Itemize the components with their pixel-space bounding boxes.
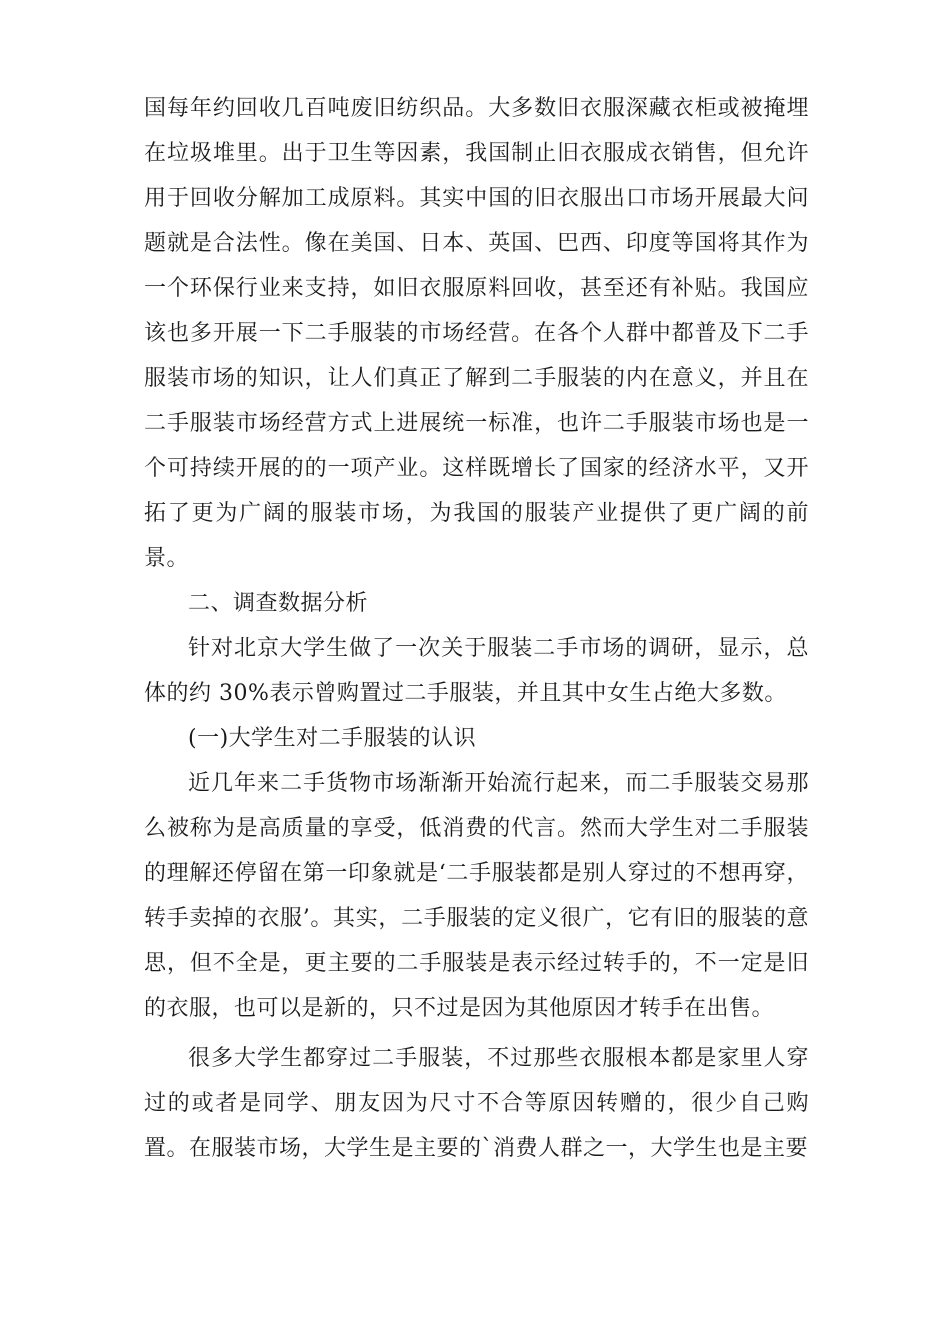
section-heading: 二、调查数据分析 [188,591,369,616]
document-body [144,86,809,1171]
paragraph-recognition: 近几年来二手货物市场渐渐开始流行起来，而二手服装交易那么被称为是高质量的享受，低消费的代言。然而大学生对二手服装的理解还停留在第一印象就是‘二手服装都是别人穿过的不想再穿，转手卖掉的衣服’。其实，二手服装的定义很广，它有旧的服装的意思，但不全是，更主要的二手服装是表示经过转手的，不一定是旧的衣服，也可以是新的，只不过是因为其他原因才转手在出售。 [144,771,809,1021]
paragraph-students: 很多大学生都穿过二手服装，不过那些衣服根本都是家里人穿过的或者是同学、朋友因为尺寸不合等原因转赠的，很少自己购置。在服装市场，大学生是主要的`消费人群之一，大学生也是主要 [144,1046,809,1161]
paragraph-survey: 针对北京大学生做了一次关于服装二手市场的调研，显示，总体的约 30%表示曾购置过二手服装，并且其中女生占绝大多数。 [144,636,809,706]
paragraph-continued: 国每年约回收几百吨废旧纺织品。大多数旧衣服深藏衣柜或被掩埋在垃圾堆里。出于卫生等因素，我国制止旧衣服成衣销售，但允许用于回收分解加工成原料。其实中国的旧衣服出口市场开展最大问题就是合法性。像在美国、日本、英国、巴西、印度等国将其作为一个环保行业来支持，如旧衣服原料回收，甚至还有补贴。我国应该也多开展一下二手服装的市场经营。在各个人群中都普及下二手服装市场的知识，让人们真正了解到二手服装的内在意义，并且在二手服装市场经营方式上进展统一标准，也许二手服装市场也是一个可持续开展的的一项产业。这样既增长了国家的经济水平，又开拓了更为广阔的服装市场，为我国的服装产业提供了更广阔的前景。 [144,96,809,571]
subsection-heading: (一)大学生对二手服装的认识 [188,726,477,751]
